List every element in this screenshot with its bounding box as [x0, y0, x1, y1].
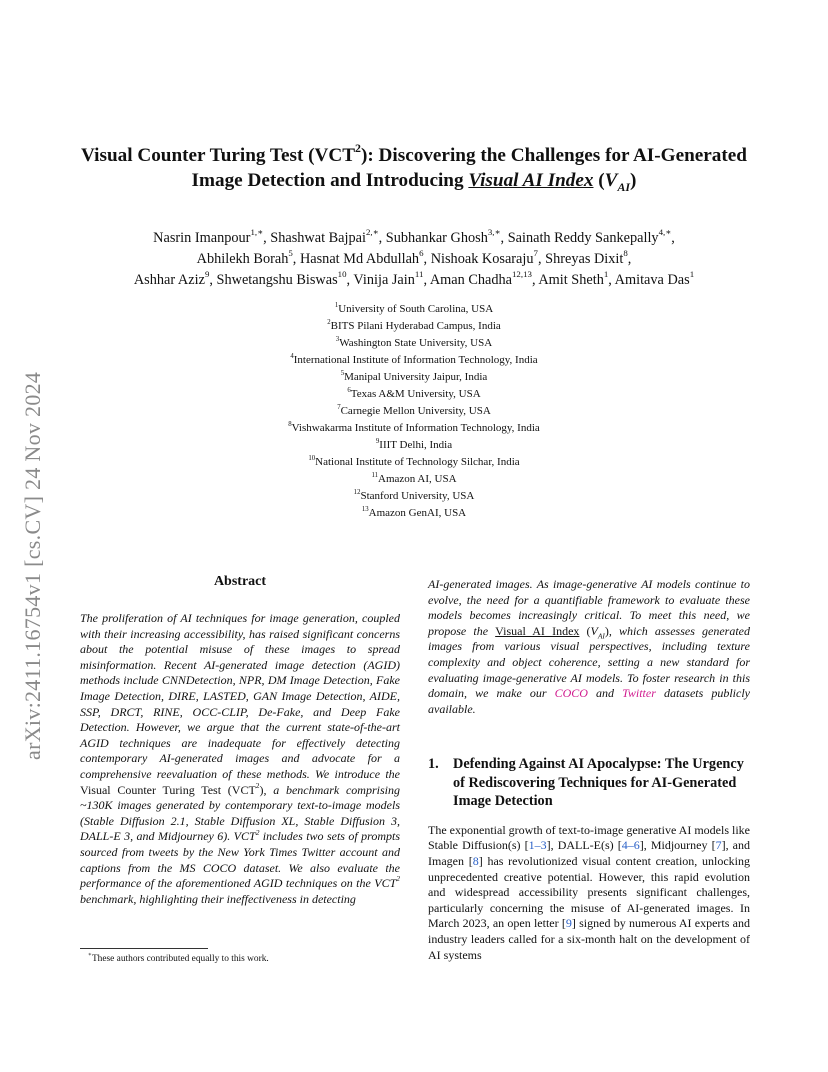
abstract-text: ) — [604, 623, 609, 638]
author — [429, 269, 532, 288]
body-text: The exponential growth of text-to-image generative AI models like Stable Diffusion(s) [ — [428, 822, 750, 853]
affiliation — [214, 335, 614, 352]
affiliation-list — [214, 301, 614, 522]
abstract-continuation — [428, 577, 750, 717]
author-affiliation-mark: 7 — [533, 248, 538, 259]
abstract-text: benchmark, highlighting their ineffectiveness in detecting — [80, 891, 356, 906]
affiliation — [214, 454, 614, 471]
title-text: ) — [630, 170, 637, 191]
vct2-superscript: 2 — [255, 780, 260, 790]
arxiv-identifier: arXiv:2411.16754v1 [cs.CV] 24 Nov 2024 — [20, 371, 45, 760]
author — [538, 269, 609, 288]
author-name: Aman Chadha — [429, 272, 512, 288]
author — [133, 269, 210, 288]
author-affiliation-mark: 12,13 — [512, 269, 532, 280]
affiliation-text: Texas A&M University, USA — [350, 388, 481, 400]
author-name: Sainath Reddy Sankepally — [507, 230, 659, 246]
affiliation — [214, 369, 614, 386]
author-affiliation-mark: 1 — [603, 269, 609, 280]
author-separator: , — [378, 230, 386, 246]
title-line-1 — [60, 143, 768, 168]
vai-subscript: AI — [597, 631, 605, 641]
abstract-text: AI-generated images. As image-generative AI models continue to evolve, the need for a quantifiable framework to evaluate these models becomes increasingly critical. To meet this need, we propose the — [428, 577, 750, 638]
affiliation-text: Vishwakarma Institute of Information Technology, India — [291, 422, 540, 434]
left-column — [80, 573, 400, 907]
title-superscript: 2 — [355, 141, 361, 156]
vct2-text: Visual Counter Turing Test (VCT — [80, 782, 256, 797]
author — [430, 248, 538, 267]
affiliation-number: 7 — [337, 403, 341, 411]
affiliation-text: Carnegie Mellon University, USA — [340, 405, 491, 417]
vct2-superscript: 2 — [396, 874, 400, 884]
author-name: Amit Sheth — [538, 272, 604, 288]
author — [196, 248, 293, 267]
body-text: ], DALL-E(s) [ — [546, 838, 622, 853]
footnote-text: These authors contributed equally to this work. — [91, 954, 269, 964]
vct2-superscript: 2 — [255, 827, 260, 837]
affiliation-text: National Institute of Technology Silchar, India — [315, 456, 520, 468]
right-column — [428, 577, 750, 963]
author-line — [60, 249, 768, 270]
affiliation-text: BITS Pilani Hyderabad Campus, India — [330, 320, 501, 332]
author — [299, 248, 424, 267]
vai-v: V — [590, 623, 598, 638]
author — [270, 227, 379, 246]
vai-v: V — [604, 170, 618, 191]
author-separator: , — [423, 272, 430, 288]
affiliation-number: 10 — [308, 454, 316, 462]
author-name: Ashhar Aziz — [133, 272, 205, 288]
citation-link[interactable]: 8 — [472, 854, 479, 869]
citation-link[interactable]: 4–6 — [621, 838, 640, 853]
affiliation — [214, 471, 614, 488]
author-name: Subhankar Ghosh — [385, 230, 488, 246]
author — [216, 269, 347, 288]
author-name: Shashwat Bajpai — [270, 230, 366, 246]
author-separator: , — [346, 272, 354, 288]
affiliation — [214, 352, 614, 369]
citation-link[interactable]: 9 — [565, 916, 572, 931]
affiliation-text: Manipal University Jaipur, India — [344, 371, 488, 383]
author-affiliation-mark: 3,∗ — [487, 227, 501, 238]
affiliation — [214, 318, 614, 335]
affiliation — [214, 420, 614, 437]
affiliation-number: 9 — [375, 437, 380, 445]
author-name: Vinija Jain — [353, 272, 415, 288]
vct2-text: ) — [259, 782, 264, 797]
footnote — [80, 953, 400, 965]
section-1-paragraph — [428, 823, 750, 963]
affiliation-text: Stanford University, USA — [360, 490, 475, 502]
title-text: ( — [593, 170, 605, 191]
title-text: ): Discovering the Challenges for AI-Generated — [360, 145, 747, 166]
affiliation-number: 3 — [335, 335, 340, 343]
affiliation — [214, 488, 614, 505]
affiliation-number: 11 — [371, 471, 379, 479]
footnote-mark: ∗ — [88, 952, 92, 959]
affiliation-number: 2 — [327, 318, 331, 326]
author-affiliation-mark: 4,∗ — [658, 227, 672, 238]
affiliation-number: 5 — [340, 369, 345, 377]
author-separator: , — [423, 251, 431, 267]
title-text: Visual Counter Turing Test (VCT — [81, 145, 356, 166]
author-separator: , — [537, 251, 546, 267]
affiliation-number: 8 — [288, 420, 292, 428]
author-affiliation-mark: 5 — [288, 248, 293, 259]
author-list — [60, 228, 768, 291]
author-name: Nasrin Imanpour — [153, 230, 251, 246]
section-number: 1. — [428, 756, 439, 773]
affiliation-number: 1 — [334, 301, 339, 309]
author-name: Nishoak Kosaraju — [430, 251, 534, 267]
author-name: Shwetangshu Biswas — [216, 272, 338, 288]
abstract-text: ( — [579, 623, 591, 638]
vai-symbol — [604, 170, 631, 194]
abstract-heading: Abstract — [213, 574, 267, 589]
abstract-paragraph — [80, 611, 400, 907]
author-affiliation-mark: 11 — [414, 269, 424, 280]
body-text: ] has revolutionized visual content creation, unlocking unprecedented creative potential. However, this rapid evolution and widespread accessibility presents significant challenges, particularly concerning the misuse of AI-generated images. In March 2023, an open letter [ — [428, 854, 750, 931]
author-affiliation-mark: 6 — [419, 248, 424, 259]
author-separator: , — [209, 272, 217, 288]
affiliation-text: Amazon GenAI, USA — [368, 507, 467, 519]
body-text: ] signed by numerous AI experts and industry leaders called for a six-month halt on the development of AI systems — [428, 916, 750, 962]
affiliation-number: 12 — [353, 488, 361, 496]
author-separator: , — [531, 272, 539, 288]
author — [545, 248, 628, 267]
author-separator: , — [292, 251, 300, 267]
author-line — [60, 228, 768, 249]
author-separator: , — [500, 230, 508, 246]
affiliation-number: 6 — [347, 386, 351, 394]
author-affiliation-mark: 10 — [337, 269, 347, 280]
author-separator: , — [608, 272, 615, 288]
author — [614, 269, 695, 288]
abstract-text: , a benchmark comprising ~130K images generated by contemporary text-to-image models (Stable Diffusion 2.1, Stable Diffusion XL, Stable Diffusion 3, DALL-E 3, and Midjourney 6). VCT — [80, 782, 400, 844]
section-title-text: Defending Against AI Apocalypse: The Urgency of Rediscovering Techniques for AI-Generated Image Detection — [453, 756, 744, 810]
author-affiliation-mark: 1,∗ — [250, 227, 264, 238]
author — [153, 227, 264, 246]
author-separator: , — [263, 230, 271, 246]
author-affiliation-mark: 9 — [204, 269, 210, 280]
visual-ai-index-link[interactable]: Visual AI Index — [468, 170, 594, 191]
body-text: ], and Imagen [ — [428, 838, 751, 869]
vct2-name — [80, 780, 264, 797]
coco-dataset-link[interactable]: COCO — [554, 686, 588, 701]
affiliation — [214, 301, 614, 318]
paper-title — [60, 143, 768, 193]
author-affiliation-mark: 1 — [689, 269, 695, 280]
abstract-text: , which assesses generated images from various visual perspectives, including texture complexity and object coherence, setting a new standard for evaluating image-generative AI models. To foster research in this domain, we make our — [428, 623, 750, 701]
author-separator: , — [627, 251, 632, 267]
title-line-2 — [60, 168, 768, 193]
author-name: Shreyas Dixit — [545, 251, 624, 267]
author-separator: , — [671, 230, 675, 246]
affiliation-text: Washington State University, USA — [339, 337, 493, 349]
abstract-text: The proliferation of AI techniques for image generation, coupled with their increasing accessibility, has raised significant concerns about the potential misuse of these images to spread misinformation. Recent AI-generated image detection (AGID) methods include CNNDetection, NPR, DM Image Detection, Fake Image Detection, DIRE, LASTED, GAN Image Detection, AIDE, SSP, DRCT, RINE, OCC-CLIP, De-Fake, and Deep Fake Detection. However, we argue that the current state-of-the-art AGID techniques are inadequate for effectively detecting contemporary AI-generated images and advocate for a comprehensive reevaluation of these methods. We introduce the — [80, 611, 400, 781]
affiliation-text: University of South Carolina, USA — [338, 303, 494, 315]
author-line — [60, 270, 768, 291]
footnote-rule — [80, 948, 208, 949]
citation-link[interactable]: 7 — [715, 838, 722, 853]
author — [353, 269, 424, 288]
visual-ai-index-link[interactable]: Visual AI Index — [495, 623, 580, 638]
affiliation — [214, 505, 614, 522]
abstract-text: includes two sets of prompts sourced from tweets by the New York Times Twitter account and captions from the MS COCO dataset. We also evaluate the performance of the aforementioned AGID techniques on the VCT — [80, 829, 400, 891]
author-affiliation-mark: 2,∗ — [365, 227, 379, 238]
author-name: Abhilekh Borah — [196, 251, 289, 267]
affiliation — [214, 437, 614, 454]
citation-link[interactable]: 1–3 — [528, 838, 547, 853]
affiliation — [214, 386, 614, 403]
affiliation — [214, 403, 614, 420]
abstract-text: and — [587, 686, 623, 701]
author-name: Amitava Das — [614, 272, 690, 288]
affiliation-text: International Institute of Information Technology, India — [293, 354, 538, 366]
vai-subscript: AI — [617, 179, 631, 194]
body-text: ], Midjourney [ — [639, 838, 716, 853]
author-name: Hasnat Md Abdullah — [299, 251, 420, 267]
twitter-dataset-link[interactable]: Twitter — [622, 686, 656, 701]
author — [507, 227, 672, 246]
author-affiliation-mark: 8 — [623, 248, 628, 259]
title-text: Image Detection and Introducing — [191, 170, 469, 191]
section-1-heading — [428, 755, 750, 811]
affiliation-text: IIIT Delhi, India — [379, 439, 453, 451]
affiliation-number: 4 — [290, 352, 294, 360]
affiliation-number: 13 — [361, 505, 369, 513]
vai-symbol — [590, 623, 605, 641]
author — [385, 227, 501, 246]
abstract-text: datasets publicly available. — [428, 686, 750, 716]
affiliation-text: Amazon AI, USA — [378, 473, 457, 485]
